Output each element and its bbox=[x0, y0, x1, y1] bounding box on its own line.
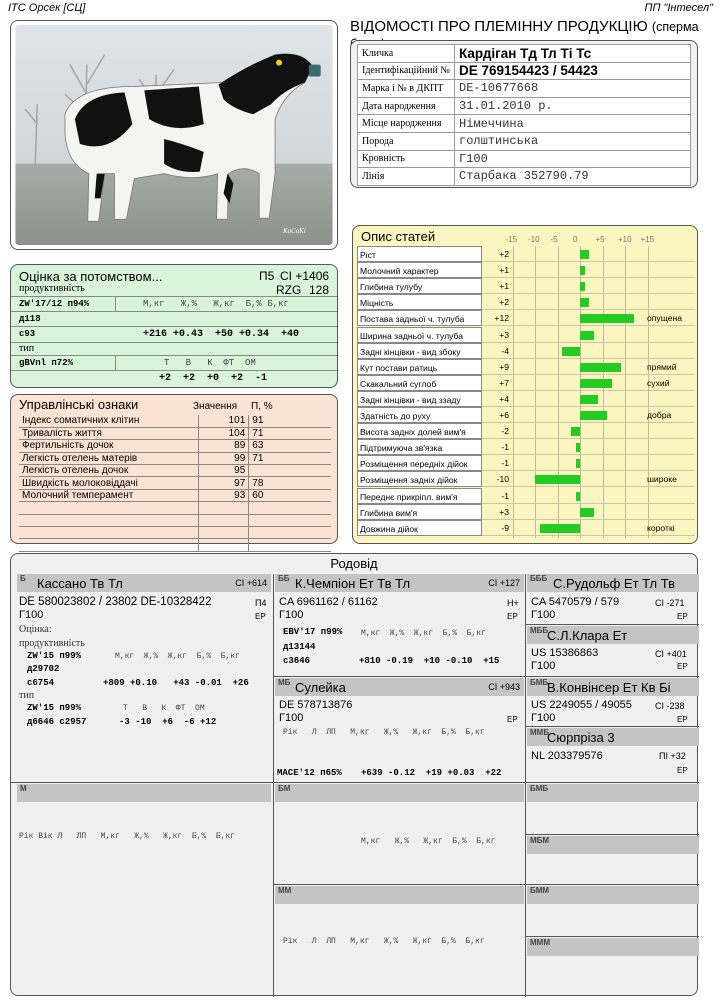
trait-value: -1 bbox=[501, 458, 509, 469]
trait-row bbox=[357, 359, 695, 375]
trait-name: Ріст bbox=[357, 246, 482, 262]
ms-ep: ЕР bbox=[507, 715, 518, 724]
sms-ep: ЕР bbox=[677, 715, 688, 724]
sss-name: С.Рудольф Ет Тл Тв bbox=[553, 576, 676, 591]
trait-name: Ширина задньої ч. тулуба bbox=[357, 327, 482, 343]
trait-name: Скакальний суглоб bbox=[357, 375, 482, 391]
management-trait-p: 63 bbox=[249, 440, 331, 452]
sss-ci: СІ -271 bbox=[655, 598, 685, 608]
management-trait-name: Швидкість молоковіддачі bbox=[19, 477, 198, 489]
trait-value: +4 bbox=[499, 393, 509, 404]
trait-name: Постава задньої ч. тулуба bbox=[357, 310, 482, 326]
sss-header bbox=[527, 574, 699, 592]
management-trait-name: Легкість отелень матерів bbox=[19, 452, 198, 464]
trait-row bbox=[357, 455, 695, 471]
trait-comment: сухий bbox=[647, 377, 670, 388]
management-table bbox=[19, 415, 331, 552]
document-title-main: ВІДОМОСТІ ПРО ПЛЕМІННУ ПРОДУКЦІЮ bbox=[350, 18, 648, 35]
management-trait-p: 91 bbox=[249, 415, 331, 427]
mss-code: МББ bbox=[530, 626, 549, 635]
management-trait-p bbox=[249, 465, 331, 477]
trait-name: Глибина вим'я bbox=[357, 504, 482, 520]
trait-name: Підтримуюча зв'язка bbox=[357, 439, 482, 455]
trait-bar bbox=[580, 411, 607, 420]
management-trait-value: 89 bbox=[198, 440, 249, 452]
trait-row bbox=[357, 488, 695, 504]
trait-row bbox=[357, 391, 695, 407]
management-row bbox=[19, 477, 331, 489]
management-trait-value bbox=[198, 539, 249, 551]
mms-ci: ПІ +32 bbox=[659, 751, 686, 761]
smb-header bbox=[527, 784, 699, 802]
trait-bar bbox=[580, 250, 589, 259]
sire-ep: ЕР bbox=[255, 612, 266, 621]
management-trait-name bbox=[19, 527, 198, 539]
management-row bbox=[19, 452, 331, 464]
management-trait-p: 60 bbox=[249, 489, 331, 501]
progeny-productivity-label: продуктивність bbox=[19, 283, 85, 294]
management-col-value: Значення bbox=[193, 401, 238, 412]
progeny-row1-label: ZW'17/12 п94% bbox=[19, 299, 90, 309]
trait-value: +9 bbox=[499, 361, 509, 372]
sire-id: DE 580023802 / 23802 DE-10328422 bbox=[19, 596, 212, 608]
md-code: ММ bbox=[278, 886, 292, 895]
sire-row2-values: -3 -10 +6 -6 +12 bbox=[119, 717, 217, 727]
trait-bar bbox=[576, 492, 581, 501]
sss-blood: Г100 bbox=[531, 609, 556, 621]
mss-header bbox=[527, 626, 699, 644]
mms-header bbox=[527, 728, 699, 746]
bmm-header bbox=[527, 886, 699, 904]
management-row bbox=[19, 527, 331, 539]
identity-label: Кличка bbox=[358, 45, 455, 63]
trait-comment: прямий bbox=[647, 361, 677, 372]
ss-blood: Г100 bbox=[279, 609, 304, 621]
sire-header bbox=[17, 574, 271, 592]
trait-comment: добра bbox=[647, 410, 672, 420]
trait-value: +12 bbox=[494, 313, 509, 324]
trait-comment: короткі bbox=[647, 522, 675, 533]
progeny-title: Оцінка за потомством... bbox=[19, 269, 163, 284]
trait-bar bbox=[580, 266, 585, 275]
management-title: Управлінські ознаки bbox=[19, 397, 139, 412]
trait-value: -2 bbox=[501, 426, 509, 437]
sms-id: US 2249055 / 49055 bbox=[531, 699, 632, 711]
sms-code: БМБ bbox=[530, 678, 549, 687]
sms-blood: Г100 bbox=[531, 712, 556, 724]
ms-mace-values: +639 -0.12 +19 +0.03 +22 bbox=[361, 768, 502, 778]
management-trait-name: Тривалість життя bbox=[19, 427, 198, 439]
identity-row bbox=[358, 80, 691, 98]
trait-value: +3 bbox=[499, 329, 509, 340]
management-row bbox=[19, 514, 331, 526]
dam-columns: Рік Вік Л ЛП М,кг Ж,% Ж,кг Б,% Б,кг bbox=[19, 832, 236, 841]
mss-blood: Г100 bbox=[531, 660, 556, 672]
progeny-daughters: д118 bbox=[19, 314, 41, 324]
ms-mace-label: MACE'12 п65% bbox=[277, 768, 342, 778]
mbm-code: МБМ bbox=[530, 836, 550, 845]
trait-value: +7 bbox=[499, 377, 509, 388]
identity-value: Старбака 352790.79 bbox=[455, 168, 691, 186]
trait-name: Розміщення задніх дійок bbox=[357, 471, 482, 487]
trait-value: +2 bbox=[499, 249, 509, 259]
trait-name: Розміщення передніх дійок bbox=[357, 455, 482, 471]
identity-label: Марка і № в ДКПТ bbox=[358, 80, 455, 98]
trait-value: +3 bbox=[499, 506, 509, 517]
management-trait-value bbox=[198, 514, 249, 526]
sire-row2-columns: Т В К ФТ ОМ bbox=[123, 704, 205, 713]
trait-value: +6 bbox=[499, 410, 509, 420]
trait-name: Довжина дійок bbox=[357, 520, 482, 536]
progeny-row2-label: gBVnl п72% bbox=[19, 358, 74, 368]
trait-value: -4 bbox=[501, 345, 509, 356]
identity-row bbox=[358, 132, 691, 150]
trait-name: Задні кінцівки - вид ззаду bbox=[357, 391, 482, 407]
management-row bbox=[19, 427, 331, 439]
management-trait-p bbox=[249, 502, 331, 514]
traits-scale-label: -10 bbox=[528, 235, 540, 244]
identity-value: Г100 bbox=[455, 150, 691, 168]
management-trait-value: 104 bbox=[198, 427, 249, 439]
mss-id: US 15386863 bbox=[531, 647, 599, 659]
ms-id: DE 578713876 bbox=[279, 699, 353, 711]
trait-bar bbox=[562, 347, 580, 356]
management-trait-p bbox=[249, 527, 331, 539]
ss-row1-values: +810 -0.19 +10 -0.10 +15 bbox=[359, 656, 500, 666]
trait-name: Міцність bbox=[357, 294, 482, 310]
sire-type-label: тип bbox=[19, 690, 35, 701]
trait-bar bbox=[580, 298, 589, 307]
trait-row bbox=[357, 407, 695, 423]
dam-code: М bbox=[20, 784, 27, 793]
sms-name: В.Конвінсер Ет Кв Бі bbox=[547, 680, 671, 695]
trait-bar bbox=[580, 314, 634, 323]
sire-row1-label: ZW'15 п99% bbox=[27, 651, 82, 661]
sire-productivity-label: продуктивність bbox=[19, 638, 85, 649]
trait-value: +1 bbox=[499, 265, 509, 276]
trait-row bbox=[357, 520, 695, 536]
mms-ep: ЕР bbox=[677, 766, 688, 775]
pedigree-panel bbox=[10, 553, 698, 996]
traits-scale-label: +10 bbox=[618, 235, 632, 244]
trait-row bbox=[357, 294, 695, 310]
mms-name: Сюрпріза 3 bbox=[547, 730, 615, 745]
management-row bbox=[19, 489, 331, 501]
trait-row bbox=[357, 471, 695, 487]
identity-row bbox=[358, 97, 691, 115]
trait-bar bbox=[580, 379, 612, 388]
sire-row2-label: ZW'15 п99% bbox=[27, 703, 82, 713]
identity-label: Ідентифікаційний № bbox=[358, 62, 455, 80]
sire-blood: Г100 bbox=[19, 609, 44, 621]
document-title-sub: (сперма bbox=[651, 20, 699, 34]
sms-ci: СІ -238 bbox=[655, 701, 685, 711]
sire-p: П4 bbox=[255, 598, 267, 608]
ss-code: ББ bbox=[278, 574, 290, 583]
md-header bbox=[275, 886, 524, 904]
bull-photo bbox=[10, 20, 338, 250]
mmm-code: МММ bbox=[530, 938, 550, 947]
ms-header bbox=[275, 678, 524, 696]
identity-label: Дата народження bbox=[358, 97, 455, 115]
management-trait-value: 93 bbox=[198, 489, 249, 501]
traits-scale-label: +5 bbox=[595, 235, 605, 244]
identity-value: Кардіган Тд Тл Ті Тс bbox=[455, 45, 691, 63]
mms-id: NL 203379576 bbox=[531, 750, 603, 762]
ss-id: CA 6961162 / 61162 bbox=[279, 596, 378, 608]
mss-ci: СІ +401 bbox=[655, 649, 687, 659]
trait-row bbox=[357, 504, 695, 520]
traits-scale-label: -15 bbox=[505, 235, 518, 244]
bmm-code: БММ bbox=[530, 886, 550, 895]
sire-herds: с6754 bbox=[27, 678, 55, 688]
identity-label: Лінія bbox=[358, 168, 455, 186]
trait-row bbox=[357, 327, 695, 343]
linear-traits-panel bbox=[352, 225, 698, 544]
smb-code: БМБ bbox=[530, 784, 549, 793]
sms-header bbox=[527, 678, 699, 696]
sire-eval-label: Оцінка: bbox=[19, 624, 52, 635]
sss-id: CA 5470579 / 579 bbox=[531, 596, 620, 608]
management-trait-name: Молочний темперамент bbox=[19, 489, 198, 501]
photo-watermark: KoCoKi bbox=[283, 228, 306, 236]
trait-value: +2 bbox=[499, 297, 509, 308]
sire-row1-values: +809 +0.10 +43 -0.01 +26 bbox=[103, 678, 249, 688]
progeny-p5: П5 bbox=[259, 269, 275, 283]
mmm-header bbox=[527, 938, 699, 956]
management-trait-p: 71 bbox=[249, 452, 331, 464]
trait-bar bbox=[580, 508, 594, 517]
management-trait-value: 95 bbox=[198, 465, 249, 477]
sire-daughters: д29702 bbox=[27, 664, 60, 674]
identity-label: Кровність bbox=[358, 150, 455, 168]
trait-name: Кут постави ратиць bbox=[357, 359, 482, 375]
management-row bbox=[19, 415, 331, 427]
management-trait-name: Фертильність дочок bbox=[19, 440, 198, 452]
progeny-type-label: тип bbox=[19, 343, 35, 354]
management-trait-value: 101 bbox=[198, 415, 249, 427]
management-row bbox=[19, 465, 331, 477]
trait-bar bbox=[571, 427, 580, 436]
trait-bar bbox=[580, 395, 598, 404]
header-left: ІТС Орсек [СЦ] bbox=[8, 2, 86, 14]
trait-row bbox=[357, 262, 695, 278]
trait-comment: опущена bbox=[647, 313, 683, 324]
identity-value: DE 769154423 / 54423 bbox=[455, 62, 691, 80]
pedigree-title: Родовід bbox=[330, 556, 378, 571]
ss-h: Н+ bbox=[507, 598, 519, 608]
ss-row1-label: EBV'17 п99% bbox=[283, 627, 343, 637]
traits-title: Опис статей bbox=[361, 229, 436, 244]
management-row bbox=[19, 539, 331, 551]
trait-row bbox=[357, 310, 695, 326]
trait-row bbox=[357, 439, 695, 455]
identity-value: Німеччина bbox=[455, 115, 691, 133]
sire-row1-columns: М,кг Ж,% Ж,кг Б,% Б,кг bbox=[115, 652, 240, 661]
ss-ep: ЕР bbox=[507, 612, 518, 621]
sire-code: Б bbox=[20, 574, 26, 583]
sd-header bbox=[275, 784, 524, 802]
md-columns: Рік Л ЛП М,кг Ж,% Ж,кг Б,% Б,кг bbox=[283, 937, 485, 946]
trait-comment: широке bbox=[647, 474, 677, 485]
ss-header bbox=[275, 574, 524, 592]
trait-row bbox=[357, 375, 695, 391]
trait-bar bbox=[576, 443, 581, 452]
ms-code: МБ bbox=[278, 678, 291, 687]
management-trait-value: 97 bbox=[198, 477, 249, 489]
management-trait-p bbox=[249, 539, 331, 551]
management-trait-value bbox=[198, 502, 249, 514]
identity-row bbox=[358, 115, 691, 133]
sire-row2-daughters: д6646 с2957 bbox=[27, 717, 87, 727]
management-row bbox=[19, 440, 331, 452]
progeny-row1-columns: М,кг Ж,% Ж,кг Б,% Б,кг bbox=[143, 299, 289, 309]
trait-value: +1 bbox=[499, 281, 509, 292]
sire-ci: СІ +614 bbox=[235, 578, 267, 588]
trait-bar bbox=[580, 331, 594, 340]
identity-label: Порода bbox=[358, 132, 455, 150]
sd-code: БМ bbox=[278, 784, 291, 793]
ss-name: К.Чемпіон Ет Тв Тл bbox=[295, 576, 411, 591]
sire-name: Кассано Тв Тл bbox=[37, 576, 123, 591]
identity-panel bbox=[350, 40, 698, 188]
trait-bar bbox=[580, 282, 585, 291]
identity-row bbox=[358, 45, 691, 63]
sss-code: БББ bbox=[530, 574, 548, 583]
ms-blood: Г100 bbox=[279, 712, 304, 724]
mss-name: С.Л.Клара Ет bbox=[547, 628, 628, 643]
ss-herds: с3646 bbox=[283, 656, 311, 666]
management-trait-p: 71 bbox=[249, 427, 331, 439]
trait-value: -9 bbox=[501, 522, 509, 533]
identity-row bbox=[358, 62, 691, 80]
trait-name: Здатність до руху bbox=[357, 407, 482, 423]
ms-name: Сулейка bbox=[295, 680, 346, 695]
ms-columns: Рік Л ЛП М,кг Ж,% Ж,кг Б,% Б,кг bbox=[283, 728, 485, 737]
trait-value: -1 bbox=[501, 490, 509, 501]
identity-value: голштинська bbox=[455, 132, 691, 150]
progeny-rzg-label: RZG bbox=[276, 283, 302, 297]
identity-value: DE-10677668 bbox=[455, 80, 691, 98]
traits-scale-label: -5 bbox=[550, 235, 558, 244]
identity-label: Місце народження bbox=[358, 115, 455, 133]
trait-bar bbox=[580, 363, 621, 372]
identity-row bbox=[358, 150, 691, 168]
management-trait-name: Легкість отелень дочок bbox=[19, 465, 198, 477]
ss-daughters: д13144 bbox=[283, 642, 316, 652]
progeny-row2-values: +2 +2 +0 +2 -1 bbox=[159, 373, 268, 384]
management-trait-p: 78 bbox=[249, 477, 331, 489]
trait-value: -10 bbox=[496, 474, 509, 485]
traits-scale-label: +15 bbox=[640, 235, 655, 244]
trait-row bbox=[357, 246, 695, 262]
progeny-rzg-value: 128 bbox=[309, 283, 330, 297]
management-trait-name bbox=[19, 502, 198, 514]
progeny-evaluation-panel bbox=[10, 264, 338, 388]
management-trait-name bbox=[19, 539, 198, 551]
management-traits-panel bbox=[10, 394, 338, 544]
progeny-ci: СІ +1406 bbox=[280, 269, 330, 283]
sd-columns: М,кг Ж,% Ж,кг Б,% Б,кг bbox=[361, 837, 496, 846]
ss-row1-columns: М,кг Ж,% Ж,кг Б,% Б,кг bbox=[361, 629, 486, 638]
progeny-row2-columns: Т В К ФТ ОМ bbox=[164, 358, 256, 368]
sss-ep: ЕР bbox=[677, 612, 688, 621]
management-row bbox=[19, 502, 331, 514]
trait-name: Задні кінцівки - вид збоку bbox=[357, 343, 482, 359]
management-trait-name bbox=[19, 514, 198, 526]
trait-name: Переднє прикріпл. вим'я bbox=[357, 488, 482, 504]
identity-table bbox=[357, 44, 691, 186]
traits-scale-label: 0 bbox=[573, 235, 578, 244]
identity-value: 31.01.2010 р. bbox=[455, 97, 691, 115]
trait-row bbox=[357, 278, 695, 294]
management-trait-value: 99 bbox=[198, 452, 249, 464]
trait-value: -1 bbox=[501, 442, 509, 453]
identity-row bbox=[358, 168, 691, 186]
mms-code: ММБ bbox=[530, 728, 550, 737]
ss-ci: СІ +127 bbox=[488, 578, 520, 588]
trait-row bbox=[357, 423, 695, 439]
trait-bar bbox=[576, 459, 581, 468]
trait-name: Глибина тулубу bbox=[357, 278, 482, 294]
management-trait-name: Індекс соматичних клітин bbox=[19, 415, 198, 427]
bull-photo-image bbox=[15, 25, 333, 245]
mss-ep: ЕР bbox=[677, 662, 688, 671]
trait-row bbox=[357, 343, 695, 359]
management-col-p: П, % bbox=[251, 401, 273, 412]
ms-ci: СІ +943 bbox=[488, 682, 520, 692]
dam-header bbox=[17, 784, 271, 802]
trait-bar bbox=[540, 524, 581, 533]
management-trait-value bbox=[198, 527, 249, 539]
progeny-herds: с93 bbox=[19, 329, 36, 339]
management-trait-p bbox=[249, 514, 331, 526]
trait-name: Молочний характер bbox=[357, 262, 482, 278]
mbm-header bbox=[527, 836, 699, 854]
trait-name: Висота задніх долей вим'я bbox=[357, 423, 482, 439]
header-right: ПП "Інтесел" bbox=[644, 2, 713, 14]
progeny-row1-values: +216 +0.43 +50 +0.34 +40 bbox=[143, 329, 300, 340]
trait-bar bbox=[535, 475, 580, 484]
